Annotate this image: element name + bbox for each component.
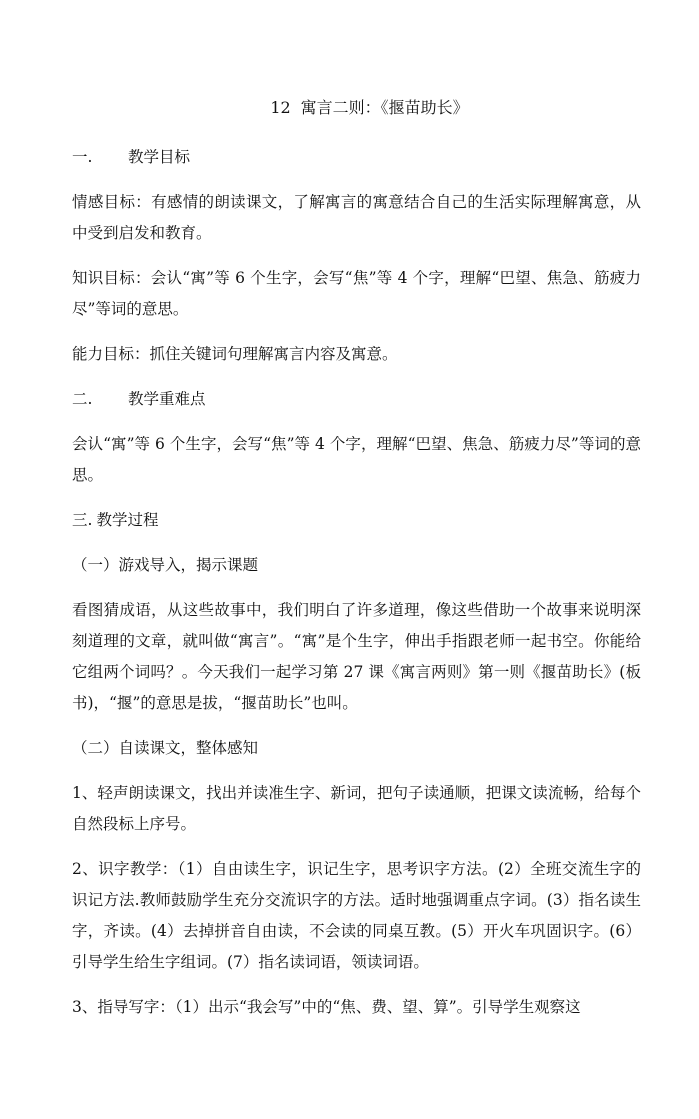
paragraph-goal-emotion: 情感目标：有感情的朗读课文，了解寓言的寓意结合自己的生活实际理解寓意，从中受到启发和教育。 <box>72 193 641 242</box>
section-heading-3 <box>72 505 641 536</box>
paragraph-item-1: 1、轻声朗读课文，找出并读准生字、新词，把句子读通顺，把课文读流畅，给每个自然段标上序号。 <box>72 784 641 833</box>
title-text: 寓言二则：《揠苗助长》 <box>300 98 469 117</box>
document-title <box>72 96 641 120</box>
paragraph-step1-body: 看图猜成语，从这些故事中，我们明白了许多道理，像这些借助一个故事来说明深刻道理的文章，就叫做“寓言”。“寓”是个生字，伸出手指跟老师一起书空。你能给它组两个词吗？。今天我们一起学习第 27 课《寓言两则》第一则《揠苗助长》(板书)，“揠”的意思是拔，“揠苗助长”也叫。 <box>72 601 641 712</box>
paragraph-goal-knowledge: 知识目标：会认“寓”等 6 个生字，会写“焦”等 4 个字，理解“巴望、焦急、筋疲力尽”等词的意思。 <box>72 269 641 318</box>
paragraph-goal-ability: 能力目标：抓住关键词句理解寓言内容及寓意。 <box>72 345 398 363</box>
section-heading-1 <box>72 142 641 173</box>
paragraph-item-3: 3、指导写字：（1）出示“我会写”中的“焦、费、望、算”。引导学生观察这 <box>72 998 581 1016</box>
section-title: 教学目标 <box>128 148 191 166</box>
step-title-2: （二）自读课文，整体感知 <box>72 739 259 757</box>
paragraph-key-points: 会认“寓”等 6 个生字，会写“焦”等 4 个字，理解“巴望、焦急、筋疲力尽”等词的意思。 <box>72 435 641 484</box>
section-title: 教学重难点 <box>128 390 206 408</box>
title-number: 12 <box>270 98 291 117</box>
section-number: 三. <box>72 511 93 529</box>
section-heading-2 <box>72 384 641 415</box>
section-number: 一. <box>72 148 93 166</box>
paragraph-item-2: 2、识字教学：（1）自由读生字，识记生字，思考识字方法。(2）全班交流生字的识记方法.教师鼓励学生充分交流识字的方法。适时地强调重点字词。(3）指名读生字，齐读。(4）去掉拼音自由读，不会读的同桌互教。(5）开火车巩固识字。(6）引导学生给生字组词。(7）指名读词语，领读词语。 <box>72 860 641 971</box>
section-number: 二. <box>72 390 93 408</box>
step-title-1: （一）游戏导入，揭示课题 <box>72 556 259 574</box>
section-title: 教学过程 <box>96 511 159 529</box>
